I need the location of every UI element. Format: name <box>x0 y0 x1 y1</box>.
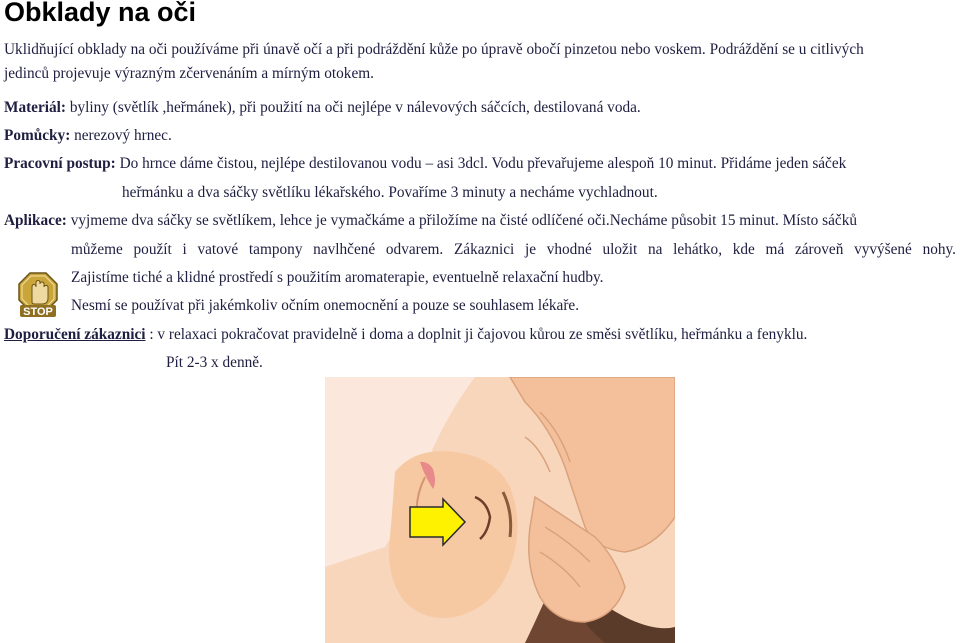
recommendation-label: Doporučení zákaznici <box>4 326 146 343</box>
application-paragraph <box>4 211 857 231</box>
page-title: Obklady na oči <box>4 0 197 27</box>
recommendation-paragraph <box>4 325 807 345</box>
material-text: byliny (světlík ,heřmánek), při použití na oči nejlépe v nálevových sáčcích, destilovaná voda. <box>66 99 641 116</box>
intro-line-2: jedinců projevuje výrazným zčervenáním a mírným otokem. <box>4 65 374 82</box>
material-paragraph <box>4 98 641 118</box>
application-warning: Nesmí se používat při jakémkoliv očním onemocnění a pouze se souhlasem lékaře. <box>71 297 580 314</box>
stop-hand-icon <box>18 272 58 318</box>
tools-text: nerezový hrnec. <box>70 127 172 144</box>
application-text-1: vyjmeme dva sáčky se světlíkem, lehce je vymačkáme a přiložíme na čisté odlíčené oči.Necháme působit 15 minut. Místo sáčků <box>66 212 857 229</box>
application-text-3: Zajistíme tiché a klidné prostředí s použitím aromaterapie, eventuelně relaxační hudby. <box>71 269 604 286</box>
application-text-2: můžeme použít i vatové tampony navlhčené odvarem. Zákaznici je vhodné uložit na lehátko, kde má zároveň vyvýšené nohy. <box>71 241 956 258</box>
stop-sign-text: STOP <box>23 306 53 318</box>
procedure-text-2: heřmánku a dva sáčky světlíku lékařského. Povaříme 3 minuty a necháme vychladnout. <box>122 184 658 201</box>
tools-paragraph <box>4 126 172 146</box>
tools-label: Pomůcky: <box>4 127 71 144</box>
recommendation-text: : v relaxaci pokračovat pravidelně i doma a doplnit ji čajovou kůrou ze směsi světlíku, heřmánku a fenyklu. <box>145 326 808 343</box>
procedure-paragraph <box>4 154 846 174</box>
eye-compress-illustration <box>325 377 675 643</box>
application-label: Aplikace: <box>4 212 67 229</box>
intro-line-1: Uklidňující obklady na oči používáme při únavě očí a při podráždění kůže po úpravě obočí pinzetou nebo voskem. Podráždění se u citlivých <box>4 41 864 58</box>
recommendation-dose: Pít 2-3 x denně. <box>166 354 263 371</box>
material-label: Materiál: <box>4 99 67 116</box>
procedure-text-1: Do hrnce dáme čistou, nejlépe destilovanou vodu – asi 3dcl. Vodu převařujeme alespoň 10 minut. Přidáme jeden sáček <box>115 155 847 172</box>
procedure-label: Pracovní postup: <box>4 155 116 172</box>
